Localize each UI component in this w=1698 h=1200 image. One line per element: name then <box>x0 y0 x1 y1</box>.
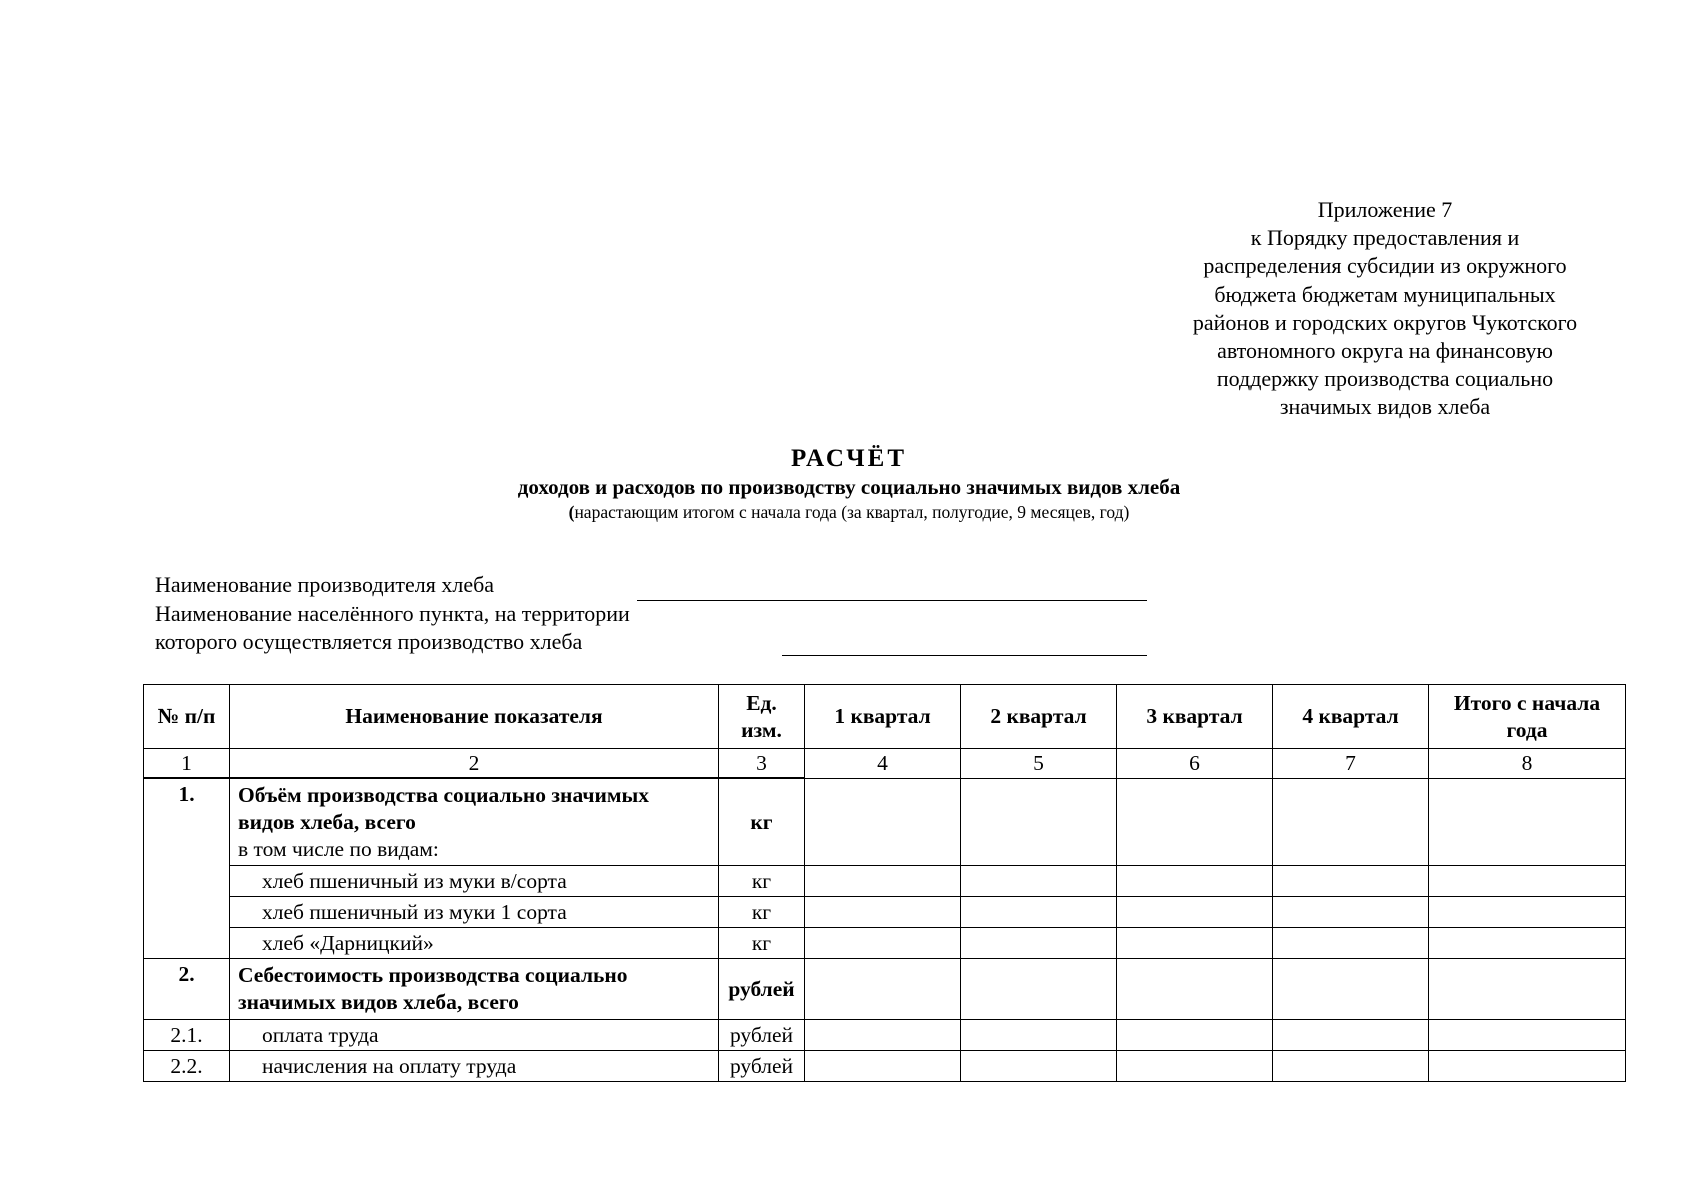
column-number: 5 <box>961 749 1117 779</box>
document-subtitle: доходов и расходов по производству социально значимых видов хлеба <box>517 475 1181 499</box>
locality-label-line1: Наименование населённого пункта, на территории <box>155 601 630 626</box>
column-number: 2 <box>230 749 719 779</box>
table-row <box>144 778 1626 866</box>
value-cell-q3[interactable] <box>1117 897 1273 928</box>
column-number: 1 <box>144 749 230 779</box>
row-unit: кг <box>719 778 805 866</box>
value-cell-q2[interactable] <box>961 897 1117 928</box>
value-cell-q3[interactable] <box>1117 1051 1273 1082</box>
row-unit: рублей <box>719 1051 805 1082</box>
table-row <box>144 866 1626 897</box>
table-row <box>144 959 1626 1020</box>
column-number-row <box>144 749 1626 779</box>
value-cell-q4[interactable] <box>1273 1051 1429 1082</box>
row-unit: кг <box>719 897 805 928</box>
header-q1: 1 квартал <box>805 685 961 749</box>
locality-fill-line[interactable] <box>782 655 1147 656</box>
value-cell-q2[interactable] <box>961 866 1117 897</box>
appendix-line: автономного округа на финансовую <box>1217 338 1553 364</box>
value-cell-q4[interactable] <box>1273 897 1429 928</box>
calculation-table <box>143 684 1626 1082</box>
paren-open: ( <box>568 502 575 522</box>
appendix-note <box>1150 196 1620 422</box>
appendix-line: значимых видов хлеба <box>1279 394 1491 420</box>
appendix-line: районов и городских округов Чукотского <box>1192 309 1578 335</box>
value-cell-q4[interactable] <box>1273 1020 1429 1051</box>
value-cell-q3[interactable] <box>1117 778 1273 866</box>
row-name-sub: в том числе по видам: <box>238 836 439 861</box>
table-header-row <box>144 685 1626 749</box>
appendix-line: к Порядку предоставления и <box>1250 225 1520 251</box>
value-cell-q2[interactable] <box>961 1051 1117 1082</box>
column-number: 4 <box>805 749 961 779</box>
header-total: Итого с начала года <box>1429 685 1626 749</box>
header-name: Наименование показателя <box>230 685 719 749</box>
value-cell-q4[interactable] <box>1273 928 1429 959</box>
row-name: Себестоимость производства социально значимых видов хлеба, всего <box>230 959 719 1020</box>
value-cell-q1[interactable] <box>805 959 961 1020</box>
value-cell-q3[interactable] <box>1117 866 1273 897</box>
row-name: хлеб пшеничный из муки 1 сорта <box>230 897 719 928</box>
row-number: 1. <box>144 778 230 959</box>
value-cell-q2[interactable] <box>961 959 1117 1020</box>
appendix-line: бюджета бюджетам муниципальных <box>1214 281 1556 307</box>
value-cell-total[interactable] <box>1429 1020 1626 1051</box>
column-number: 8 <box>1429 749 1626 779</box>
row-unit: рублей <box>719 959 805 1020</box>
value-cell-q1[interactable] <box>805 1051 961 1082</box>
document-title: РАСЧЁТ <box>790 445 907 472</box>
locality-label-line2: которого осуществляется производство хлеба <box>155 629 583 654</box>
header-q2: 2 квартал <box>961 685 1117 749</box>
table-row <box>144 1020 1626 1051</box>
producer-fill-line[interactable] <box>637 600 1147 601</box>
row-name: начисления на оплату труда <box>230 1051 719 1082</box>
value-cell-total[interactable] <box>1429 866 1626 897</box>
row-unit: кг <box>719 866 805 897</box>
value-cell-q3[interactable] <box>1117 1020 1273 1051</box>
producer-label: Наименование производителя хлеба <box>155 572 495 597</box>
value-cell-total[interactable] <box>1429 928 1626 959</box>
row-number: 2. <box>144 959 230 1020</box>
value-cell-q1[interactable] <box>805 1020 961 1051</box>
value-cell-q1[interactable] <box>805 928 961 959</box>
value-cell-q4[interactable] <box>1273 866 1429 897</box>
table-row <box>144 897 1626 928</box>
value-cell-total[interactable] <box>1429 897 1626 928</box>
appendix-line: поддержку производства социально <box>1216 366 1554 392</box>
value-cell-total[interactable] <box>1429 1051 1626 1082</box>
row-unit: кг <box>719 928 805 959</box>
table-row <box>144 928 1626 959</box>
header-num: № п/п <box>144 685 230 749</box>
value-cell-q1[interactable] <box>805 897 961 928</box>
value-cell-total[interactable] <box>1429 959 1626 1020</box>
appendix-line: распределения субсидии из окружного <box>1203 253 1567 279</box>
period-note-text: нарастающим итогом с начала года (за квартал, полугодие, 9 месяцев, год) <box>574 502 1130 522</box>
appendix-line: Приложение 7 <box>1317 197 1453 222</box>
value-cell-total[interactable] <box>1429 778 1626 866</box>
row-name: хлеб пшеничный из муки в/сорта <box>230 866 719 897</box>
value-cell-q3[interactable] <box>1117 928 1273 959</box>
header-q3: 3 квартал <box>1117 685 1273 749</box>
value-cell-q1[interactable] <box>805 866 961 897</box>
value-cell-q4[interactable] <box>1273 959 1429 1020</box>
column-number: 6 <box>1117 749 1273 779</box>
value-cell-q2[interactable] <box>961 1020 1117 1051</box>
table-row <box>144 1051 1626 1082</box>
value-cell-q3[interactable] <box>1117 959 1273 1020</box>
column-number: 3 <box>719 749 805 779</box>
row-name: хлеб «Дарницкий» <box>230 928 719 959</box>
column-number: 7 <box>1273 749 1429 779</box>
row-name-bold: Объём производства социально значимых видов хлеба, всего <box>238 782 650 834</box>
row-unit: рублей <box>719 1020 805 1051</box>
value-cell-q2[interactable] <box>961 778 1117 866</box>
header-q4: 4 квартал <box>1273 685 1429 749</box>
row-name: оплата труда <box>230 1020 719 1051</box>
row-number: 2.2. <box>144 1051 230 1082</box>
value-cell-q2[interactable] <box>961 928 1117 959</box>
value-cell-q4[interactable] <box>1273 778 1429 866</box>
value-cell-q1[interactable] <box>805 778 961 866</box>
row-number: 2.1. <box>144 1020 230 1051</box>
row-name <box>230 778 719 866</box>
document-period-note <box>0 502 1698 523</box>
header-unit: Ед. изм. <box>719 685 805 749</box>
